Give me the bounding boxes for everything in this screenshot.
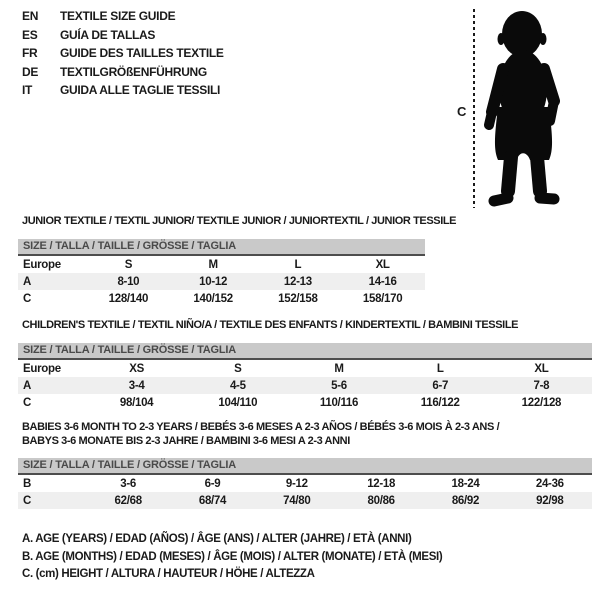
lang-row-it	[22, 81, 224, 100]
table-cell: 140/152	[193, 292, 233, 305]
legend-age-months: B. AGE (MONTHS) / EDAD (MESES) / ÂGE (MOIS) / ALTER (MONATE) / ETÀ (MESI)	[22, 550, 443, 563]
babies-table-title-line2: BABYS 3-6 MONATE BIS 2-3 JAHRE / BAMBINI 3-6 MESI A 2-3 ANNI	[22, 435, 350, 447]
table-row	[18, 360, 592, 377]
table-cell: 3-4	[128, 379, 145, 392]
children-textile-section	[18, 318, 592, 411]
row-label: A	[23, 379, 32, 392]
table-cell: 14-16	[368, 275, 397, 288]
height-figure	[450, 0, 600, 215]
lang-code: IT	[22, 83, 33, 97]
table-row	[18, 273, 425, 290]
table-cell: 86/92	[451, 494, 480, 507]
row-label: Europe	[23, 362, 61, 375]
row-label: Europe	[23, 258, 61, 271]
lang-code: ES	[22, 27, 38, 42]
lang-label: GUÍA DE TALLAS	[60, 27, 156, 42]
table-cell: M	[208, 258, 218, 271]
table-cell: 7-8	[533, 379, 550, 392]
table-cell: 110/116	[319, 396, 359, 409]
language-list	[22, 7, 224, 100]
lang-row-en	[22, 7, 224, 26]
legend-height-cm: C. (cm) HEIGHT / ALTURA / HAUTEUR / HÖHE / ALTEZZA	[22, 568, 315, 580]
table-cell: XS	[129, 362, 144, 375]
size-header-bar: SIZE / TALLA / TAILLE / GRÖSSE / TAGLIA	[18, 239, 425, 256]
table-cell: 80/86	[367, 494, 395, 507]
table-cell: L	[436, 362, 444, 375]
height-dotted-line-icon	[473, 9, 475, 208]
lang-code: FR	[22, 46, 38, 60]
table-cell: M	[334, 362, 344, 375]
table-cell: XL	[534, 362, 549, 375]
lang-label: TEXTILE SIZE GUIDE	[60, 9, 176, 23]
table-cell: 62/68	[114, 494, 142, 507]
size-header-bar: SIZE / TALLA / TAILLE / GRÖSSE / TAGLIA	[18, 458, 592, 475]
baby-silhouette-icon	[482, 9, 566, 207]
size-header-bar: SIZE / TALLA / TAILLE / GRÖSSE / TAGLIA	[18, 343, 592, 360]
junior-table-title: JUNIOR TEXTILE / TEXTIL JUNIOR/ TEXTILE JUNIOR / JUNIORTEXTIL / JUNIOR TESSILE	[22, 215, 457, 227]
table-row	[18, 377, 592, 394]
table-cell: 92/98	[536, 494, 564, 507]
table-cell: 12-13	[283, 275, 312, 288]
babies-textile-section	[18, 420, 592, 509]
lang-code: EN	[22, 9, 39, 23]
table-cell: S	[124, 258, 133, 271]
lang-label: GUIDE DES TAILLES TEXTILE	[60, 46, 224, 60]
table-cell: 9-12	[285, 477, 308, 490]
table-row	[18, 256, 425, 273]
table-cell: 6-9	[204, 477, 221, 490]
table-cell: 74/80	[283, 494, 311, 507]
table-cell: 10-12	[199, 275, 228, 288]
row-label: C	[23, 292, 32, 305]
table-row	[18, 394, 592, 411]
table-cell: 98/104	[119, 396, 154, 409]
table-cell: 8-10	[117, 275, 140, 288]
lang-label: TEXTILGRÖßENFÜHRUNG	[60, 64, 207, 79]
table-row	[18, 492, 592, 509]
table-cell: 4-5	[229, 379, 246, 392]
lang-row-de	[22, 63, 224, 82]
table-cell: 6-7	[432, 379, 449, 392]
table-row	[18, 475, 592, 492]
lang-label: GUIDA ALLE TAGLIE TESSILI	[60, 83, 221, 97]
table-cell: 128/140	[108, 292, 149, 305]
legend	[22, 531, 442, 584]
table-cell: 116/122	[420, 396, 460, 409]
table-cell: 18-24	[451, 477, 480, 490]
table-cell: 3-6	[120, 477, 137, 490]
row-label: C	[23, 396, 32, 409]
table-cell: 24-36	[535, 477, 564, 490]
children-size-table	[18, 343, 592, 411]
table-cell: 5-6	[331, 379, 347, 392]
babies-size-table	[18, 458, 592, 509]
junior-size-table	[18, 239, 425, 307]
height-c-label: C	[457, 104, 467, 119]
table-cell: 158/170	[362, 292, 403, 305]
table-cell: 68/74	[198, 494, 227, 507]
row-label: B	[23, 477, 32, 490]
row-label: A	[23, 275, 32, 288]
lang-row-es	[22, 26, 224, 45]
table-cell: 12-18	[367, 477, 396, 490]
junior-textile-section	[18, 214, 457, 307]
table-cell: XL	[375, 258, 390, 271]
row-label: C	[23, 494, 32, 507]
legend-age-years: A. AGE (YEARS) / EDAD (AÑOS) / ÂGE (ANS) / ALTER (JAHRE) / ETÀ (ANNI)	[22, 533, 412, 545]
table-cell: L	[294, 258, 302, 271]
table-cell: S	[234, 362, 242, 375]
babies-table-title-line1: BABIES 3-6 MONTH TO 2-3 YEARS / BEBÉS 3-6 MESES A 2-3 AÑOS / BÉBÉS 3-6 MOIS À 2-3 ANS /	[22, 421, 500, 433]
table-row	[18, 290, 425, 307]
lang-code: DE	[22, 64, 39, 79]
table-cell: 152/158	[278, 292, 318, 305]
table-cell: 104/110	[218, 396, 258, 409]
lang-row-fr	[22, 44, 224, 63]
table-cell: 122/128	[521, 396, 562, 409]
children-table-title: CHILDREN'S TEXTILE / TEXTIL NIÑO/A / TEXTILE DES ENFANTS / KINDERTEXTIL / BAMBINI TESSILE	[22, 319, 519, 331]
